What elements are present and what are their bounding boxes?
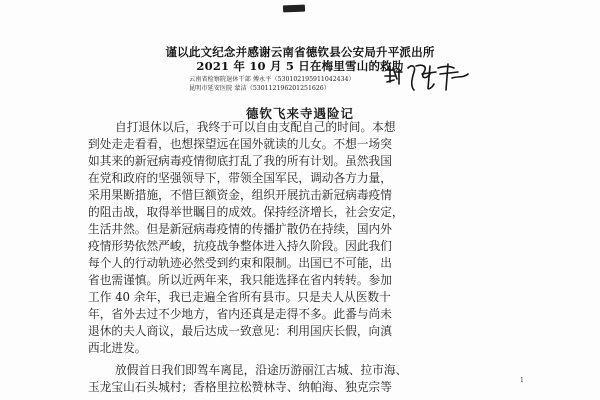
body-line: 放假首日我们即驾车离昆，沿途历游丽江古城、拉市海、 <box>115 363 408 377</box>
author-line-1: 云南省检察院退休干部 傅永平（530102195911042434） <box>189 76 355 83</box>
body-line: 到处走走看看，也想探望远在国外就读的儿女。不想一场突 <box>88 137 392 151</box>
body-line: 生活井然。但是新冠病毒疫情的传播扩散仍在持续，国内外 <box>88 222 392 236</box>
body-line: 疫情形势依然严峻，抗疫战争整体进入持久阶段。因此我们 <box>88 239 392 253</box>
body-line: 的阻击战，取得举世瞩目的成效。保持经济增长，社会安定， <box>88 205 404 219</box>
handwritten-signature <box>378 60 474 94</box>
body-line: 在党和政府的坚强领导下，带领全国军民，调动各方力量， <box>88 171 392 185</box>
body-line: 玉龙宝山石头城村；香格里拉松赞林寺、纳帕海、独克宗等 <box>88 380 392 394</box>
body-line: 工作 40 余年，我已走遍全省所有县市。只是夫人从医数十 <box>88 290 391 304</box>
body-line: 采用果断措施，不惜巨额资金，组织开展抗击新冠病毒疫情 <box>88 188 392 202</box>
dedication-line-1: 谨以此文纪念并感谢云南省德钦县公安局升平派出所 <box>165 45 435 59</box>
body-line: 每个人的行动轨迹必然受到约束和限制。出国已不可能，出 <box>88 256 392 270</box>
dedication-line-2: 2021 年 10 月 5 日在梅里雪山的救助 <box>196 59 404 73</box>
body-line: 西北进发。 <box>88 341 147 355</box>
body-line: 省也需谨慎。所以近两年来，我只能选择在省内转转。参加 <box>88 273 392 287</box>
document-title: 德钦飞来寺遇险记 <box>245 106 354 121</box>
body-line: 如其来的新冠病毒疫情彻底打乱了我的所有计划。虽然我国 <box>88 154 392 168</box>
body-line: 自打退休以后，我终于可以自由支配自己的时间。本想 <box>115 120 396 134</box>
body-line: 退休的夫人商议，最后达成一致意见：利用国庆长假，向滇 <box>88 324 392 338</box>
body-line: 年，省外去过不少地方，省内还真是走得不多。此番与尚未 <box>88 307 392 321</box>
page-number: 1 <box>520 377 524 384</box>
staple-mark <box>283 5 305 13</box>
author-line-2: 昆明市延安医院 蒙洁（530112196201251626） <box>189 85 330 92</box>
